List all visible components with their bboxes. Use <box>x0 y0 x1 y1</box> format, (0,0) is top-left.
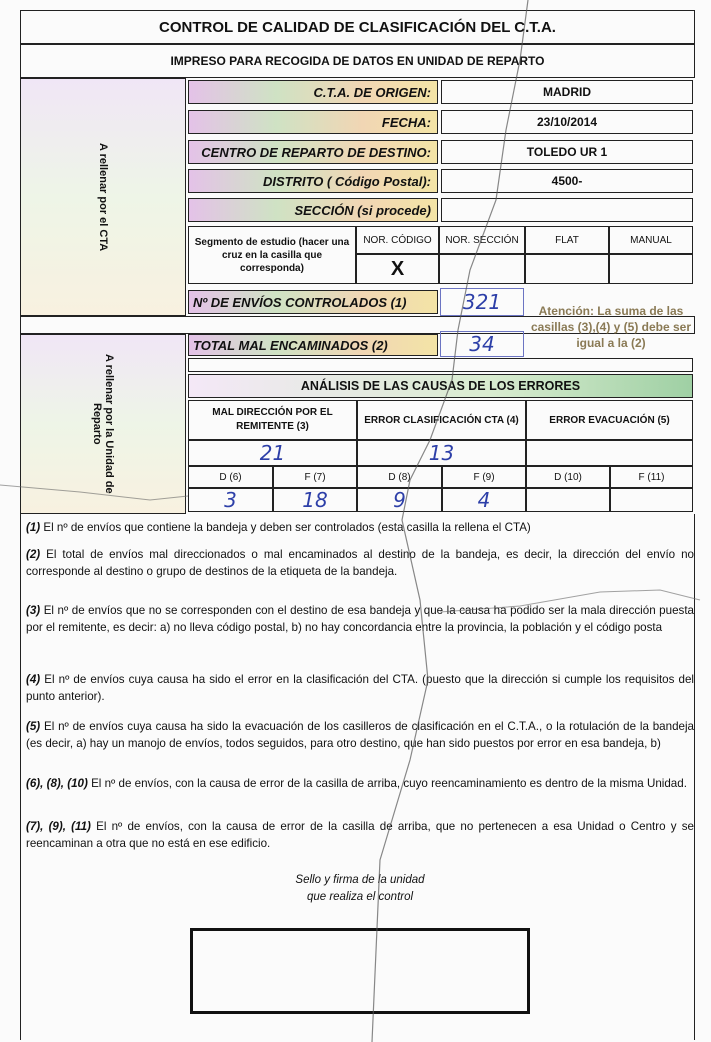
sub-d6-value[interactable]: 3 <box>188 488 273 512</box>
note-7-text: El nº de envíos, con la causa de error de la casilla de arriba, que no pertenecen a esa Unidad o Centro y se reencaminan a otra que no está en ese edificio. <box>26 820 694 850</box>
cause-remitente-value[interactable]: 21 <box>188 440 357 466</box>
form-subtitle-text: IMPRESO PARA RECOGIDA DE DATOS EN UNIDAD DE REPARTO <box>170 54 545 68</box>
field-value-centro[interactable]: TOLEDO UR 1 <box>441 140 693 164</box>
field-label-distrito: DISTRITO ( Código Postal): <box>188 169 438 193</box>
note-6-num: (6), (8), (10) <box>26 777 88 790</box>
field-label-seccion: SECCIÓN (si procede) <box>188 198 438 222</box>
signature-caption-line1: Sello y firma de la unidad <box>295 874 425 886</box>
field-value-fecha[interactable]: 23/10/2014 <box>441 110 693 134</box>
note-1-text: El nº de envíos que contiene la bandeja y deben ser controlados (esta casilla la rellena el CTA) <box>43 521 531 534</box>
sub-f7-label: F (7) <box>273 466 357 488</box>
sub-d10-label: D (10) <box>526 466 610 488</box>
controlados-label: Nº DE ENVÍOS CONTROLADOS (1) <box>188 290 438 314</box>
field-value-origen[interactable]: MADRID <box>441 80 693 104</box>
sub-f7-value[interactable]: 18 <box>273 488 357 512</box>
field-label-fecha: FECHA: <box>188 110 438 134</box>
note-2-num: (2) <box>26 548 41 561</box>
field-value-distrito[interactable]: 4500- <box>441 169 693 193</box>
note-4-text: El nº de envíos cuya causa ha sido el error en la clasificación del CTA. (puesto que la dirección si cumple los requisitos del punto anterior). <box>26 673 694 703</box>
segment-option-nor-codigo: NOR. CÓDIGO <box>356 226 439 254</box>
sub-d8-value[interactable]: 9 <box>357 488 442 512</box>
segment-option-manual: MANUAL <box>609 226 693 254</box>
note-3-num: (3) <box>26 604 41 617</box>
segment-checkbox-nor-codigo[interactable]: X <box>356 254 439 284</box>
note-2-text: El total de envíos mal direccionados o mal encaminados al destino de la bandeja, es decir, la dirección del envío no corresponde al destino o grupo de destinos de la etiqueta de la bandeja. <box>26 548 694 578</box>
note-6-text: El nº de envíos, con la causa de error de la casilla de arriba, cuyo reencaminamiento es dentro de la misma Unidad. <box>91 777 687 790</box>
cause-clasificacion-value[interactable]: 13 <box>357 440 526 466</box>
cause-clasificacion-label: ERROR CLASIFICACIÓN CTA (4) <box>357 400 526 440</box>
side-label-cta: A rellenar por el CTA <box>97 142 109 252</box>
note-5-num: (5) <box>26 720 41 733</box>
signature-caption-line2: que realiza el control <box>306 891 414 903</box>
field-label-centro: CENTRO DE REPARTO DE DESTINO: <box>188 140 438 164</box>
sub-f9-value[interactable]: 4 <box>442 488 526 512</box>
mal-encaminados-value[interactable]: 34 <box>440 331 524 357</box>
sub-f11-label: F (11) <box>610 466 693 488</box>
cause-evacuacion-label: ERROR EVACUACIÓN (5) <box>526 400 693 440</box>
side-label-unidad: A rellenar por la Unidad de Reparto <box>91 354 115 494</box>
mal-encaminados-label: TOTAL MAL ENCAMINADOS (2) <box>188 334 438 356</box>
cause-remitente-label: MAL DIRECCIÓN POR EL REMITENTE (3) <box>188 400 357 440</box>
attention-note-text: Atención: La suma de las casillas (3),(4) y (5) debe ser igual a la (2) <box>530 304 692 350</box>
analysis-title-text: ANÁLISIS DE LAS CAUSAS DE LOS ERRORES <box>300 379 581 393</box>
note-4-num: (4) <box>26 673 41 686</box>
note-1-num: (1) <box>26 521 41 534</box>
segment-option-flat: FLAT <box>525 226 609 254</box>
sub-f9-label: F (9) <box>442 466 526 488</box>
segment-instruction-text: Segmento de estudio (hacer una cruz en la casilla que corresponda) <box>194 236 350 274</box>
sub-d8-label: D (8) <box>357 466 442 488</box>
sub-d6-label: D (6) <box>188 466 273 488</box>
controlados-value[interactable]: 321 <box>440 288 524 316</box>
form-title-text: CONTROL DE CALIDAD DE CLASIFICACIÓN DEL C.T.A. <box>159 18 556 36</box>
note-5-text: El nº de envíos cuya causa ha sido la evacuación de los casilleros de clasificación en el C.T.A., o la rotulación de la bandeja (es decir, a) hay un manojo de envíos, todos seguidos, para otro destino, que han sido puestos por error en esa bandeja, b) <box>26 720 694 750</box>
note-7-num: (7), (9), (11) <box>26 820 91 833</box>
segment-option-nor-seccion: NOR. SECCIÓN <box>439 226 525 254</box>
field-label-origen: C.T.A. DE ORIGEN: <box>188 80 438 104</box>
note-3-text: El nº de envíos que no se corresponden con el destino de esa bandeja y que la causa ha podido ser la mala dirección puesta por el remitente, es decir: a) no lleva código postal, b) no hay concordancia entre la provincia, la población y el código posta <box>26 604 694 634</box>
